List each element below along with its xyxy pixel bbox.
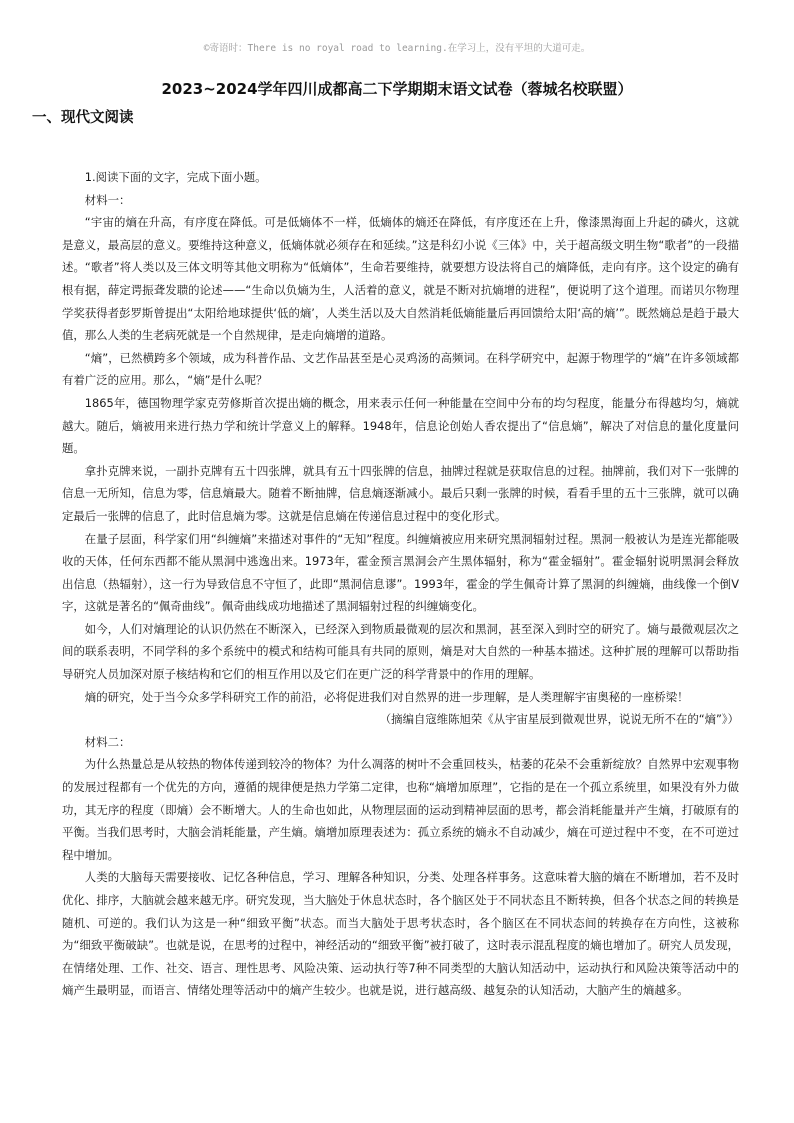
document-title: 2023~2024学年四川成都高二下学期期末语文试卷（蓉城名校联盟） <box>161 80 633 98</box>
material2-label: 材料二： <box>84 734 131 749</box>
section-title: 一、现代文阅读 <box>32 110 134 126</box>
material1-paragraph: 熵的研究，处于当今众多学科研究工作的前沿，必将促进我们对自然界的进一步理解，是人类理解宇宙奥秘的一座桥梁！ <box>84 689 689 704</box>
material2-paragraph: 人类的大脑每天需要接收、记忆各种信息，学习、理解各种知识，分类、处理各样事务。这意味着大脑的熵在不断增加，若不及时优化、排序，大脑就会越来越无序。研究发现，当大脑处于休息状态时，各个脑区处于不同状态且不断转换，但各个状态之间的转换是随机、可逆的。我们认为这是一种“细致平衡”状态。而当大脑处于思考状态时，各个脑区在不同状态间的转换存在方向性，这被称为“细致平衡破缺”。也就是说，在思考的过程中，神经活动的“细致平衡”被打破了，这时表示混乱程度的熵也增加了。研究人员发现，在情绪处理、工作、社交、语言、理性思考、风险决策、运动执行等7种不同类型的大脑认知活动中，运动执行和风险决策等活动中的熵产生最明显，而语言、情绪处理等活动中的熵产生较少。也就是说，进行越高级、越复杂的认知活动，大脑产生的熵越多。 <box>62 870 739 998</box>
material1-paragraph: 拿扑克牌来说，一副扑克牌有五十四张牌，就具有五十四张牌的信息，抽牌过程就是获取信息的过程。抽牌前，我们对下一张牌的信息一无所知，信息为零，信息熵最大。随着不断抽牌，信息熵逐渐减小。最后只剩一张牌的时候，看看手里的五十三张牌，就可以确定最后一张牌的信息了，此时信息熵为零。这就是信息熵在传递信息过程中的变化形式。 <box>62 463 739 523</box>
material1-source: （摘编自寇维陈旭荣《从宇宙星辰到微观世界，说说无所不在的“熵”》） <box>379 712 739 727</box>
question-intro: 1.阅读下面的文字，完成下面小题。 <box>84 170 267 184</box>
material1-paragraph: “熵”，已然横跨多个领域，成为科普作品、文艺作品甚至是心灵鸡汤的高频词。在科学研究中，起源于物理学的“熵”在许多领域都有着广泛的应用。那么，“熵”是什么呢？ <box>62 350 739 388</box>
material1-paragraph: 1865年，德国物理学家克劳修斯首次提出熵的概念，用来表示任何一种能量在空间中分布的均匀程度，能量分布得越均匀，熵就越大。随后，熵被用来进行热力学和统计学意义上的解释。1948年，信息论创始人香农提出了“信息熵”，解决了对信息的量化度量问题。 <box>62 395 739 456</box>
material1-paragraph: “宇宙的熵在升高，有序度在降低。可是低熵体不一样，低熵体的熵还在降低，有序度还在上升，像漆黑海面上升起的磷火，这就是意义，最高层的意义。要维持这种意义，低熵体就必须存在和延续。”这是科幻小说《三体》中，关于超高级文明生物“歌者”的一段描述。“歌者”将人类以及三体文明等其他文明称为“低熵体”，生命若要维持，就要想方设法将自己的熵降低，走向有序。这个设定的确有根有据，薛定谔振聋发聩的论述——“生命以负熵为生，人活着的意义，就是不断对抗熵增的进程”，便说明了这个道理。而诺贝尔物理学奖获得者彭罗斯曾提出“太阳给地球提供‘低的熵’，人类生活以及大自然消耗低熵能量后再回馈给太阳‘高的熵’”。既然熵总是趋于最大值，那么人类的生老病死就是一个自然规律，是走向熵增的道路。 <box>62 215 739 343</box>
material2-paragraph: 为什么热量总是从较热的物体传递到较冷的物体？为什么凋落的树叶不会重回枝头，枯萎的花朵不会重新绽放？自然界中宏观事物的发展过程都有一个优先的方向，遵循的规律便是热力学第二定律，也称“熵增加原理”，它指的是在一个孤立系统里，如果没有外力做功，其无序的程度（即熵）会不断增大。人的生命也如此，从物理层面的运动到精神层面的思考，都会消耗能量并产生熵，打破原有的平衡。当我们思考时，大脑会消耗能量，产生熵。熵增加原理表述为：孤立系统的熵永不自动减少，熵在可逆过程中不变，在不可逆过程中增加。 <box>62 757 739 862</box>
material1-label: 材料一： <box>84 192 131 207</box>
material1-paragraph: 如今，人们对熵理论的认识仍然在不断深入，已经深入到物质最微观的层次和黑洞，甚至深入到时空的研究了。熵与最微观层次之间的联系表明，不同学科的多个系统中的模式和结构可能具有共同的原则，熵是对大自然的一种基本描述。这种扩展的理解可以帮助指导研究人员加深对原子核结构和它们的相互作用以及它们在更广泛的科学背景中的作用的理解。 <box>62 621 739 682</box>
document-body <box>62 166 739 1002</box>
material1-paragraph: 在量子层面，科学家们用“纠缠熵”来描述对事件的“无知”程度。纠缠熵被应用来研究黑洞辐射过程。黑洞一般被认为是连光都能吸收的天体，任何东西都不能从黑洞中逃逸出来。1973年，霍金预言黑洞会产生黑体辐射，称为“霍金辐射”。霍金辐射说明黑洞会释放出信息（热辐射），这一行为导致信息不守恒了，此即“黑洞信息谬”。1993年，霍金的学生佩奇计算了黑洞的纠缠熵，曲线像一个倒V字，这就是著名的“佩奇曲线”。佩奇曲线成功地描述了黑洞辐射过程的纠缠熵变化。 <box>62 531 739 614</box>
header-motto: ©寄语时：There is no royal road to learning.在学习上，没有平坦的大道可走。 <box>203 43 591 54</box>
